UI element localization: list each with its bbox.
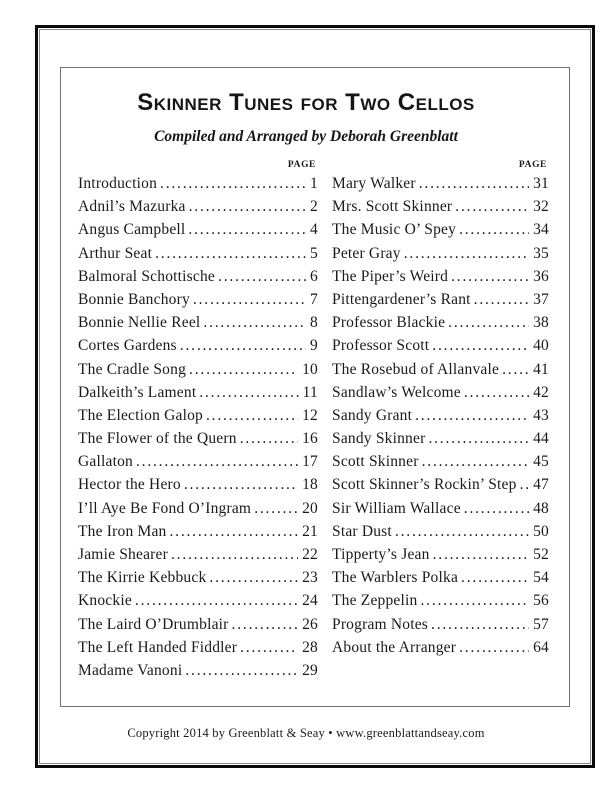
- toc-leader-dots: [395, 523, 529, 541]
- toc-entry-page: 12: [302, 406, 318, 424]
- toc-entry-title: The Election Galop: [78, 406, 203, 424]
- toc-leader-dots: [160, 175, 306, 193]
- toc-entry-page: 11: [302, 383, 318, 401]
- toc-entry-page: 2: [310, 198, 318, 216]
- toc-entry-page: 64: [533, 638, 549, 656]
- toc-column-left: [78, 160, 318, 685]
- toc-leader-dots: [431, 616, 529, 634]
- toc-entry-page: 54: [533, 569, 549, 587]
- toc-entry-page: 32: [533, 198, 549, 216]
- toc-entry-page: 17: [302, 453, 318, 471]
- toc-entry-page: 21: [302, 522, 318, 540]
- toc-leader-dots: [240, 639, 298, 657]
- page-title: Skinner Tunes for Two Cellos: [137, 89, 475, 116]
- toc-entry-title: The Zeppelin: [332, 592, 418, 610]
- toc-entry-title: Bonnie Banchory: [78, 290, 190, 308]
- toc-row: [78, 476, 318, 499]
- toc-entry-title: The Piper’s Weird: [332, 267, 449, 285]
- toc-leader-dots: [189, 361, 298, 379]
- toc-row: [332, 291, 549, 314]
- toc-entry-page: 44: [533, 430, 549, 448]
- toc-row: [78, 523, 318, 546]
- toc-entry-page: 40: [533, 337, 549, 355]
- toc-row: [78, 291, 318, 314]
- toc-leader-dots: [420, 592, 529, 610]
- toc-row: [332, 198, 549, 221]
- toc-entry-page: 26: [302, 615, 318, 633]
- toc-entry-title: Program Notes: [332, 615, 429, 633]
- toc-entry-title: Star Dust: [332, 522, 392, 540]
- toc-row: [332, 384, 549, 407]
- toc-leader-dots: [419, 175, 529, 193]
- toc-leader-dots: [155, 245, 306, 263]
- toc-entry-title: Professor Scott: [332, 337, 430, 355]
- toc-row: [78, 268, 318, 291]
- toc-entry-title: Dalkeith’s Lament: [78, 383, 197, 401]
- toc-entry-page: 47: [533, 476, 549, 494]
- toc-row: [78, 592, 318, 615]
- toc-row: [332, 639, 549, 662]
- toc-leader-dots: [135, 592, 298, 610]
- toc-entry-title: Scott Skinner: [332, 453, 419, 471]
- toc-entry-title: Sandy Grant: [332, 406, 413, 424]
- toc-entry-page: 20: [302, 499, 318, 517]
- toc-row: [332, 268, 549, 291]
- toc-entry-title: Hector the Hero: [78, 476, 181, 494]
- toc-leader-dots: [520, 476, 530, 494]
- toc-leader-dots: [254, 500, 298, 518]
- toc-entry-title: Mrs. Scott Skinner: [332, 198, 453, 216]
- toc-entry-title: Knockie: [78, 592, 132, 610]
- toc-leader-dots: [459, 639, 529, 657]
- toc-leader-dots: [474, 291, 529, 309]
- toc-row: [332, 407, 549, 430]
- toc-leader-dots: [136, 453, 298, 471]
- toc-row: [78, 314, 318, 337]
- toc-entry-title: Pittengardener’s Rant: [332, 290, 471, 308]
- copyright-footer: Copyright 2014 by Greenblatt & Seay • www.greenblattandseay.com: [127, 726, 485, 740]
- page-subtitle: Compiled and Arranged by Deborah Greenblatt: [154, 128, 458, 145]
- toc-leader-dots: [206, 407, 298, 425]
- toc-row: [78, 546, 318, 569]
- toc-entry-page: 37: [533, 290, 549, 308]
- toc-entry-title: The Cradle Song: [78, 360, 187, 378]
- toc-entry-page: 31: [533, 175, 549, 192]
- toc-row: [78, 384, 318, 407]
- toc-entry-page: 56: [533, 592, 549, 610]
- toc-leader-dots: [180, 337, 306, 355]
- toc-entry-page: 24: [302, 592, 318, 610]
- toc-entry-title: The Warblers Polka: [332, 569, 459, 587]
- toc-row: [332, 361, 549, 384]
- toc-leader-dots: [455, 198, 529, 216]
- toc-entry-page: 34: [533, 221, 549, 239]
- toc-rows-right: [332, 175, 549, 662]
- toc-leader-dots: [184, 476, 298, 494]
- toc-leader-dots: [188, 221, 306, 239]
- toc-entry-title: Tipperty’s Jean: [332, 546, 430, 563]
- page-header-label: PAGE: [287, 160, 316, 170]
- toc-row: [78, 407, 318, 430]
- toc-leader-dots: [199, 384, 298, 402]
- toc-entry-title: Cortes Gardens: [78, 337, 177, 355]
- toc-entry-title: Balmoral Schottische: [78, 267, 216, 285]
- toc-row: [332, 523, 549, 546]
- toc-entry-page: 50: [533, 522, 549, 540]
- toc-leader-dots: [451, 268, 529, 286]
- toc-row: [332, 616, 549, 639]
- toc-entry-page: 22: [302, 546, 318, 563]
- toc-entry-page: 10: [302, 360, 318, 378]
- toc-row: [78, 662, 318, 685]
- toc-row: [332, 476, 549, 499]
- toc-entry-title: Sir William Wallace: [332, 499, 461, 517]
- toc-leader-dots: [415, 407, 529, 425]
- toc-row: [78, 500, 318, 523]
- toc-leader-dots: [171, 546, 298, 564]
- toc-row: [332, 546, 549, 569]
- toc-entry-title: Scott Skinner’s Rockin’ Step: [332, 476, 517, 494]
- toc-entry-title: The Left Handed Fiddler: [78, 638, 238, 656]
- toc-entry-title: The Rosebud of Allanvale: [332, 360, 500, 378]
- toc-leader-dots: [502, 361, 529, 379]
- toc-entry-title: The Kirrie Kebbuck: [78, 569, 207, 587]
- toc-row: [332, 592, 549, 615]
- toc-entry-title: Professor Blackie: [332, 314, 446, 332]
- toc-leader-dots: [432, 337, 529, 355]
- toc-entry-title: Mary Walker: [332, 175, 416, 192]
- toc-row: [78, 453, 318, 476]
- toc-entry-page: 48: [533, 499, 549, 517]
- toc-entry-page: 16: [302, 430, 318, 448]
- toc-entry-page: 6: [310, 267, 318, 285]
- toc-entry-page: 4: [310, 221, 318, 239]
- toc-entry-title: About the Arranger: [332, 638, 457, 656]
- toc-leader-dots: [448, 314, 529, 332]
- toc-leader-dots: [232, 616, 299, 634]
- toc-entry-page: 57: [533, 615, 549, 633]
- toc-row: [332, 569, 549, 592]
- toc-entry-title: Arthur Seat: [78, 244, 153, 262]
- toc-entry-title: The Music O’ Spey: [332, 221, 457, 239]
- toc-row: [332, 430, 549, 453]
- toc-entry-page: 1: [310, 175, 318, 192]
- toc-leader-dots: [459, 221, 529, 239]
- toc-row: [332, 175, 549, 198]
- toc-row: [78, 639, 318, 662]
- toc-leader-dots: [464, 384, 529, 402]
- toc-entry-page: 41: [533, 360, 549, 378]
- toc-row: [332, 453, 549, 476]
- toc-rows-left: [78, 175, 318, 685]
- toc-entry-title: Adnil’s Mazurka: [78, 198, 186, 216]
- toc-entry-page: 42: [533, 383, 549, 401]
- toc-leader-dots: [464, 500, 529, 518]
- toc-entry-page: 8: [310, 314, 318, 332]
- toc-row: [78, 175, 318, 198]
- toc-row: [78, 221, 318, 244]
- toc-leader-dots: [422, 453, 530, 471]
- toc-entry-title: Sandlaw’s Welcome: [332, 383, 461, 401]
- toc-entry-page: 18: [302, 476, 318, 494]
- toc-row: [332, 245, 549, 268]
- toc-leader-dots: [209, 569, 298, 587]
- toc-entry-title: The Flower of the Quern: [78, 430, 237, 448]
- toc-entry-page: 52: [533, 546, 549, 563]
- toc-row: [78, 616, 318, 639]
- toc-entry-page: 38: [533, 314, 549, 332]
- toc-entry-title: Madame Vanoni: [78, 661, 183, 679]
- table-of-contents: [78, 160, 549, 685]
- toc-entry-page: 36: [533, 267, 549, 285]
- toc-leader-dots: [169, 523, 298, 541]
- toc-leader-dots: [428, 430, 529, 448]
- toc-column-right: [332, 160, 549, 685]
- toc-entry-title: Introduction: [78, 175, 158, 192]
- toc-entry-title: Gallaton: [78, 453, 133, 471]
- toc-row: [78, 430, 318, 453]
- toc-entry-title: I’ll Aye Be Fond O’Ingram: [78, 499, 252, 517]
- toc-entry-page: 5: [310, 244, 318, 262]
- toc-row: [332, 221, 549, 244]
- toc-leader-dots: [185, 662, 298, 680]
- toc-row: [78, 245, 318, 268]
- toc-entry-title: Jamie Shearer: [78, 546, 168, 563]
- toc-leader-dots: [189, 198, 306, 216]
- toc-entry-title: Bonnie Nellie Reel: [78, 314, 201, 332]
- toc-row: [78, 337, 318, 360]
- toc-entry-title: Peter Gray: [332, 244, 401, 262]
- toc-entry-title: The Iron Man: [78, 522, 167, 540]
- toc-row: [332, 337, 549, 360]
- toc-leader-dots: [193, 291, 306, 309]
- toc-entry-title: The Laird O’Drumblair: [78, 615, 229, 633]
- toc-entry-page: 35: [533, 244, 549, 262]
- toc-entry-title: Angus Campbell: [78, 221, 186, 239]
- toc-row: [78, 198, 318, 221]
- toc-leader-dots: [461, 569, 529, 587]
- toc-leader-dots: [218, 268, 306, 286]
- toc-leader-dots: [433, 546, 530, 564]
- toc-entry-page: 29: [302, 661, 318, 679]
- toc-row: [78, 569, 318, 592]
- toc-entry-page: 7: [310, 290, 318, 308]
- toc-leader-dots: [203, 314, 306, 332]
- toc-entry-page: 9: [310, 337, 318, 355]
- toc-entry-title: Sandy Skinner: [332, 430, 426, 448]
- toc-leader-dots: [404, 245, 529, 263]
- toc-entry-page: 43: [533, 406, 549, 424]
- toc-row: [332, 314, 549, 337]
- toc-row: [332, 500, 549, 523]
- toc-entry-page: 45: [533, 453, 549, 471]
- toc-entry-page: 23: [302, 569, 318, 587]
- toc-leader-dots: [240, 430, 298, 448]
- page-header-label: PAGE: [518, 160, 547, 170]
- toc-row: [78, 361, 318, 384]
- toc-entry-page: 28: [302, 638, 318, 656]
